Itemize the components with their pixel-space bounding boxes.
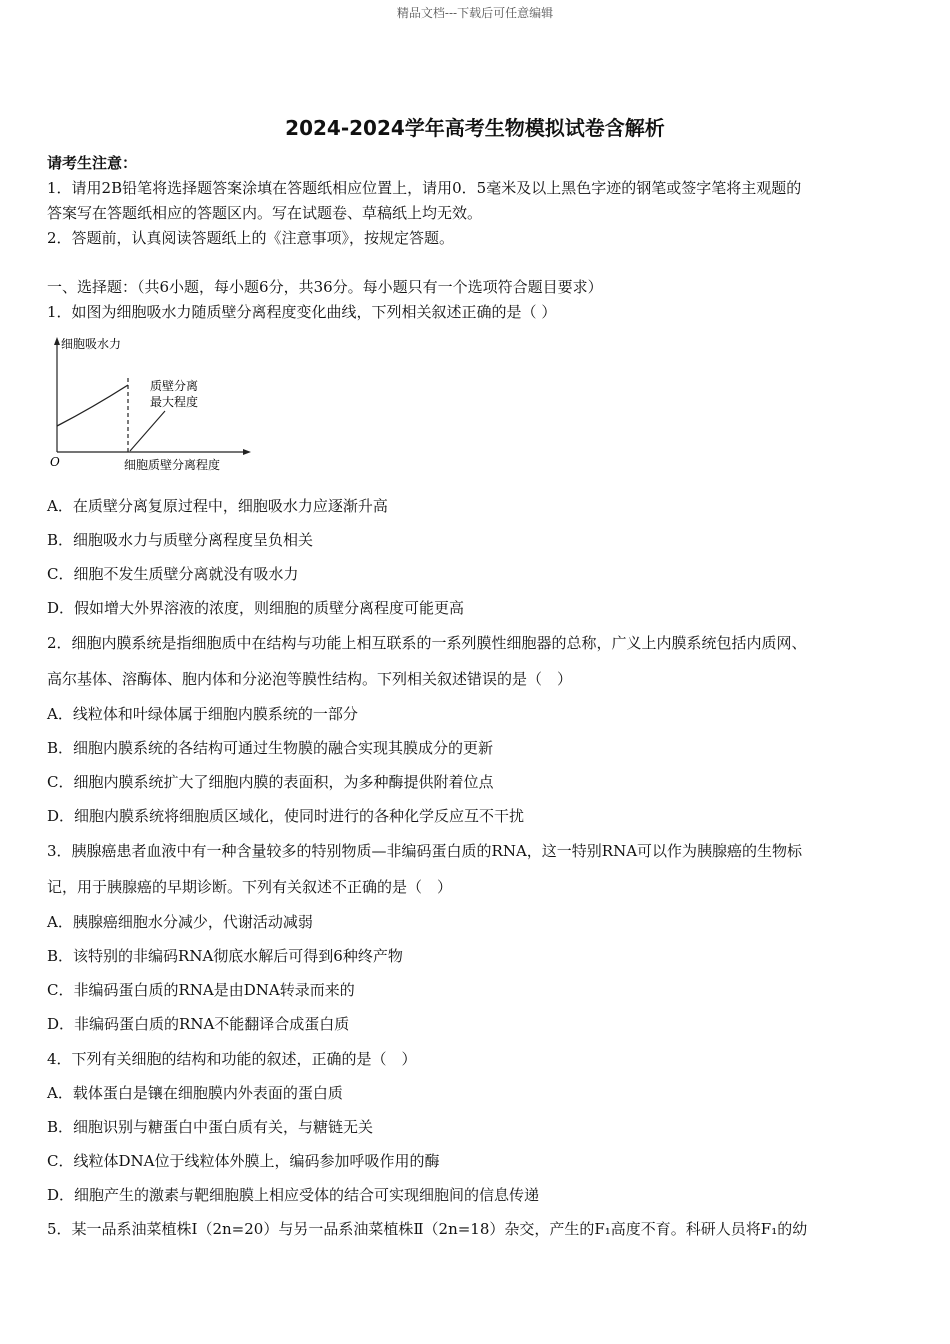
notice-line-3: 2．答题前，认真阅读答题纸上的《注意事项》，按规定答题。 (47, 229, 455, 247)
origin-label: O (50, 455, 60, 469)
x-axis-label: 细胞质壁分离程度 (124, 458, 221, 472)
q4-option-c: C．线粒体DNA位于线粒体外膜上，编码参加呼吸作用的酶 (47, 1152, 440, 1170)
q5-stem-line-1: 5．某一品系油菜植株Ⅰ（2n=20）与另一品系油菜植株Ⅱ（2n=18）杂交，产生的F₁高度不育。科研人员将F₁的幼 (47, 1220, 808, 1238)
annotation-line-1: 质壁分离 (150, 379, 199, 393)
q3-option-c: C．非编码蛋白质的RNA是由DNA转录而来的 (47, 981, 355, 999)
q2-option-c: C．细胞内膜系统扩大了细胞内膜的表面积，为多种酶提供附着位点 (47, 773, 494, 791)
q2-stem-line-1: 2．细胞内膜系统是指细胞质中在结构与功能上相互联系的一系列膜性细胞器的总称，广义上内膜系统包括内质网、 (47, 634, 807, 652)
q4-stem: 4．下列有关细胞的结构和功能的叙述，正确的是（ ） (47, 1050, 417, 1068)
y-axis-label: 细胞吸水力 (61, 337, 122, 351)
q1-option-d: D．假如增大外界溶液的浓度，则细胞的质壁分离程度可能更高 (47, 599, 465, 617)
q3-option-a: A．胰腺癌细胞水分减少，代谢活动减弱 (47, 913, 313, 931)
q1-option-c: C．细胞不发生质壁分离就没有吸水力 (47, 565, 299, 583)
q3-stem-line-2: 记，用于胰腺癌的早期诊断。下列有关叙述不正确的是（ ） (47, 878, 453, 896)
annotation-line-2: 最大程度 (150, 395, 199, 409)
q1-stem: 1．如图为细胞吸水力随质壁分离程度变化曲线，下列相关叙述正确的是（ ） (47, 303, 557, 321)
q1-option-a: A．在质壁分离复原过程中，细胞吸水力应逐渐升高 (47, 497, 388, 515)
q3-option-d: D．非编码蛋白质的RNA不能翻译合成蛋白质 (47, 1015, 350, 1033)
q3-option-b: B．该特别的非编码RNA彻底水解后可得到6种终产物 (47, 947, 403, 965)
q2-option-a: A．线粒体和叶绿体属于细胞内膜系统的一部分 (47, 705, 358, 723)
q4-option-a: A．载体蛋白是镶在细胞膜内外表面的蛋白质 (47, 1084, 343, 1102)
q2-option-d: D．细胞内膜系统将细胞质区域化，使同时进行的各种化学反应互不干扰 (47, 807, 525, 825)
header-note: 精品文档---下载后可任意编辑 (396, 6, 554, 20)
notice-heading: 请考生注意： (47, 154, 138, 172)
q1-option-b: B．细胞吸水力与质壁分离程度呈负相关 (47, 531, 314, 549)
y-axis-arrow (54, 337, 60, 345)
notice-line-2: 答案写在答题纸相应的答题区内。写在试题卷、草稿纸上均无效。 (47, 204, 483, 222)
notice-line-1: 1．请用2B铅笔将选择题答案涂填在答题纸相应位置上，请用0．5毫米及以上黑色字迹的钢笔或签字笔将主观题的 (47, 179, 802, 197)
q3-stem-line-1: 3．胰腺癌患者血液中有一种含量较多的特别物质—非编码蛋白质的RNA，这一特别RNA可以作为胰腺癌的生物标 (47, 842, 803, 860)
q4-option-d: D．细胞产生的激素与靶细胞膜上相应受体的结合可实现细胞间的信息传递 (47, 1186, 540, 1204)
section-heading: 一、选择题：（共6小题，每小题6分，共36分。每小题只有一个选项符合题目要求） (47, 278, 603, 296)
figure-water-absorption-curve (44, 334, 254, 476)
x-axis-arrow (243, 449, 251, 455)
q2-stem-line-2: 高尔基体、溶酶体、胞内体和分泌泡等膜性结构。下列相关叙述错误的是（ ） (47, 670, 573, 688)
annotation-pointer (130, 411, 165, 451)
q2-option-b: B．细胞内膜系统的各结构可通过生物膜的融合实现其膜成分的更新 (47, 739, 494, 757)
document-title: 2024-2024学年高考生物模拟试卷含解析 (285, 116, 665, 140)
absorption-curve (57, 385, 128, 426)
q4-option-b: B．细胞识别与糖蛋白中蛋白质有关，与糖链无关 (47, 1118, 374, 1136)
